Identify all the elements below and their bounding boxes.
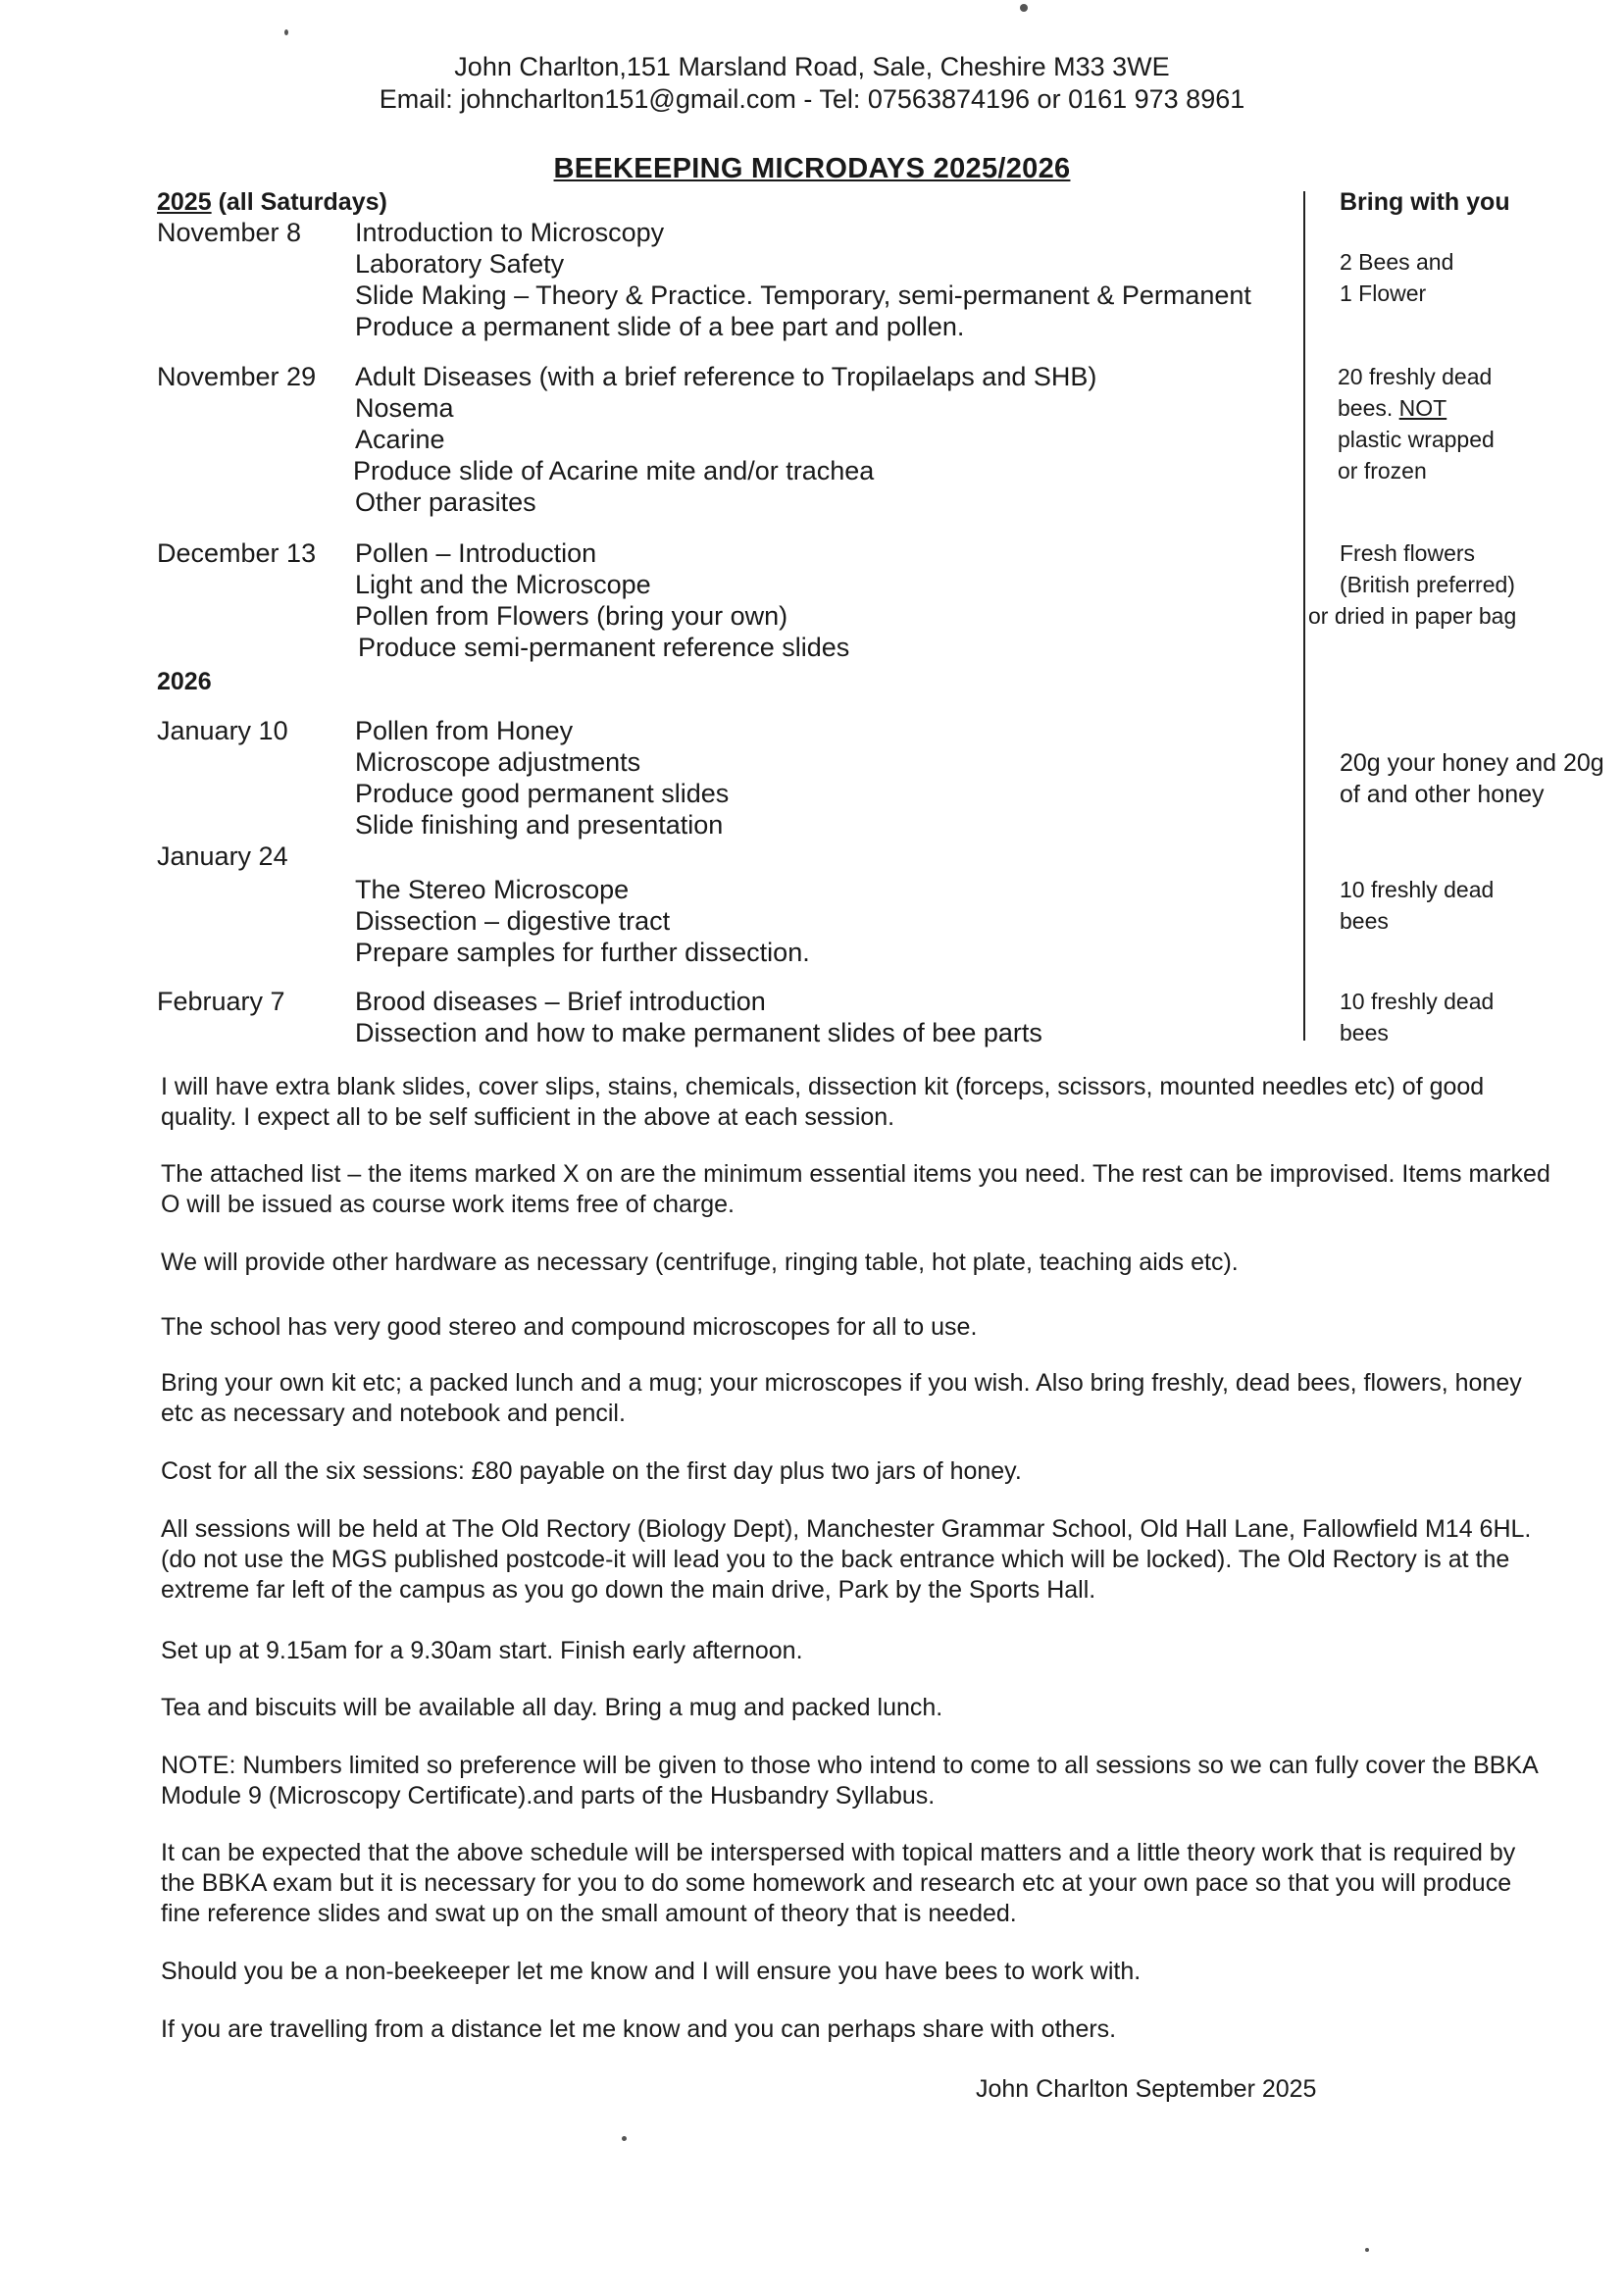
session-topic: Laboratory Safety bbox=[355, 249, 565, 279]
session-topics bbox=[355, 361, 1296, 518]
info-paragraph: Cost for all the six sessions: £80 payable on the first day plus two jars of honey. bbox=[161, 1457, 1022, 1485]
bring-item: 2 Bees and bbox=[1340, 249, 1454, 275]
session-topic: Pollen from Honey bbox=[355, 716, 574, 745]
session-topics bbox=[355, 986, 1296, 1048]
bring-item: of and other honey bbox=[1340, 781, 1545, 808]
session-topics bbox=[355, 217, 1296, 342]
bring-item: Fresh flowers bbox=[1340, 540, 1476, 566]
year-2025-label: 2025 bbox=[157, 188, 212, 216]
session-bring bbox=[1340, 986, 1624, 1048]
bring-item: bees bbox=[1340, 908, 1389, 934]
session-topic: Prepare samples for further dissection. bbox=[355, 938, 810, 967]
scan-speck bbox=[622, 2136, 627, 2141]
bring-item: 1 Flower bbox=[1340, 280, 1427, 306]
bring-item: plastic wrapped bbox=[1338, 427, 1495, 452]
scan-speck bbox=[1020, 4, 1028, 12]
session-topic: Produce semi-permanent reference slides bbox=[358, 633, 850, 662]
session-topic: Pollen from Flowers (bring your own) bbox=[355, 601, 788, 631]
info-paragraph: NOTE: Numbers limited so preference will be given to those who intend to come to all sessions so we can fully cover the BBKA Module 9 (Microscopy Certificate).and parts of the Husbandry Syllabus. bbox=[161, 1752, 1538, 1810]
session-bring bbox=[1340, 246, 1624, 309]
session-topic: Light and the Microscope bbox=[355, 570, 651, 599]
session-topics bbox=[355, 537, 1296, 663]
session-date: November 8 bbox=[157, 218, 302, 247]
session-topic: Produce a permanent slide of a bee part and pollen. bbox=[355, 312, 965, 341]
info-paragraph: Tea and biscuits will be available all day. Bring a mug and packed lunch. bbox=[161, 1694, 943, 1721]
session-bring bbox=[1308, 537, 1593, 632]
info-paragraph: Bring your own kit etc; a packed lunch and a mug; your microscopes if you wish. Also bring freshly, dead bees, flowers, honey etc as necessary and notebook and pencil. bbox=[161, 1369, 1522, 1427]
session-date: November 29 bbox=[157, 362, 317, 391]
session-topics bbox=[355, 874, 1296, 968]
session-topic: Slide finishing and presentation bbox=[355, 810, 724, 840]
session-date: January 24 bbox=[157, 841, 288, 871]
session-topic: Nosema bbox=[355, 393, 454, 423]
session-topic: Microscope adjustments bbox=[355, 747, 641, 777]
info-paragraph: If you are travelling from a distance let me know and you can perhaps share with others. bbox=[161, 2015, 1117, 2043]
session-topic: Dissection and how to make permanent slides of bee parts bbox=[355, 1018, 1042, 1047]
bring-item-emphasis: NOT bbox=[1398, 395, 1447, 421]
scan-speck bbox=[1365, 2248, 1369, 2252]
scan-speck bbox=[284, 29, 288, 35]
session-topic: Produce slide of Acarine mite and/or trachea bbox=[353, 456, 875, 485]
bring-item bbox=[1338, 392, 1622, 424]
bring-item: or dried in paper bag bbox=[1308, 603, 1517, 629]
bring-item: 20 freshly dead bbox=[1338, 364, 1493, 389]
session-date: February 7 bbox=[157, 987, 285, 1016]
bring-item: or frozen bbox=[1338, 458, 1427, 484]
session-bring bbox=[1340, 874, 1624, 937]
session-topic: Pollen – Introduction bbox=[355, 538, 597, 568]
bring-item: (British preferred) bbox=[1340, 572, 1515, 597]
year-2025-heading bbox=[157, 188, 387, 217]
info-paragraph: The attached list – the items marked X on are the minimum essential items you need. The rest can be improvised. Items marked O will be issued as course work items free of charge. bbox=[161, 1160, 1550, 1218]
info-paragraph: Set up at 9.15am for a 9.30am start. Finish early afternoon. bbox=[161, 1637, 803, 1664]
info-paragraph: We will provide other hardware as necessary (centrifuge, ringing table, hot plate, teaching aids etc). bbox=[161, 1249, 1239, 1276]
session-topic: Produce good permanent slides bbox=[355, 779, 730, 808]
session-topic: Dissection – digestive tract bbox=[355, 906, 671, 936]
session-date: January 10 bbox=[157, 716, 288, 745]
session-topic: Adult Diseases (with a brief reference to Tropilaelaps and SHB) bbox=[355, 362, 1097, 391]
info-paragraph: The school has very good stereo and compound microscopes for all to use. bbox=[161, 1313, 978, 1341]
year-2025-note: (all Saturdays) bbox=[211, 188, 387, 216]
bring-item: 10 freshly dead bbox=[1340, 989, 1495, 1014]
document-title: BEEKEEPING MICRODAYS 2025/2026 bbox=[553, 153, 1071, 184]
bring-item: 10 freshly dead bbox=[1340, 877, 1495, 902]
session-bring bbox=[1338, 361, 1622, 486]
bring-item: bees bbox=[1340, 1020, 1389, 1045]
column-divider bbox=[1303, 191, 1305, 1041]
session-topic: Other parasites bbox=[355, 487, 536, 517]
address-line: John Charlton,151 Marsland Road, Sale, Cheshire M33 3WE bbox=[454, 52, 1170, 81]
session-topic: The Stereo Microscope bbox=[355, 875, 630, 904]
contact-line: Email: johncharlton151@gmail.com - Tel: 07563874196 or 0161 973 8961 bbox=[379, 84, 1245, 114]
session-date: December 13 bbox=[157, 538, 317, 568]
session-topic: Introduction to Microscopy bbox=[355, 218, 665, 247]
info-paragraph: Should you be a non-beekeeper let me know and I will ensure you have bees to work with. bbox=[161, 1958, 1142, 1985]
session-bring bbox=[1340, 747, 1624, 810]
session-topic: Acarine bbox=[355, 425, 445, 454]
bring-item-text: bees. bbox=[1338, 395, 1399, 421]
bring-with-you-heading: Bring with you bbox=[1340, 188, 1510, 216]
info-paragraph: I will have extra blank slides, cover slips, stains, chemicals, dissection kit (forceps, scissors, mounted needles etc) of good quality. I expect all to be self sufficient in the above at each session. bbox=[161, 1073, 1485, 1131]
session-topics bbox=[355, 715, 1296, 841]
year-2026-heading: 2026 bbox=[157, 668, 212, 695]
session-topic: Slide Making – Theory & Practice. Temporary, semi-permanent & Permanent bbox=[355, 280, 1251, 310]
info-paragraph: It can be expected that the above schedule will be interspersed with topical matters and a little theory work that is required by the BBKA exam but it is necessary for you to do some homework and research etc at your own pace so that you will produce fine reference slides and swat up on the small amount of theory that is needed. bbox=[161, 1839, 1516, 1927]
info-paragraph: All sessions will be held at The Old Rectory (Biology Dept), Manchester Grammar School, Old Hall Lane, Fallowfield M14 6HL. (do not use the MGS published postcode-it will lead you to the back entrance which will be locked). The Old Rectory is at the extreme far left of the campus as you go down the main drive, Park by the Sports Hall. bbox=[161, 1515, 1532, 1604]
bring-item: 20g your honey and 20g bbox=[1340, 749, 1604, 777]
session-topic: Brood diseases – Brief introduction bbox=[355, 987, 766, 1016]
signature-line: John Charlton September 2025 bbox=[976, 2075, 1317, 2103]
